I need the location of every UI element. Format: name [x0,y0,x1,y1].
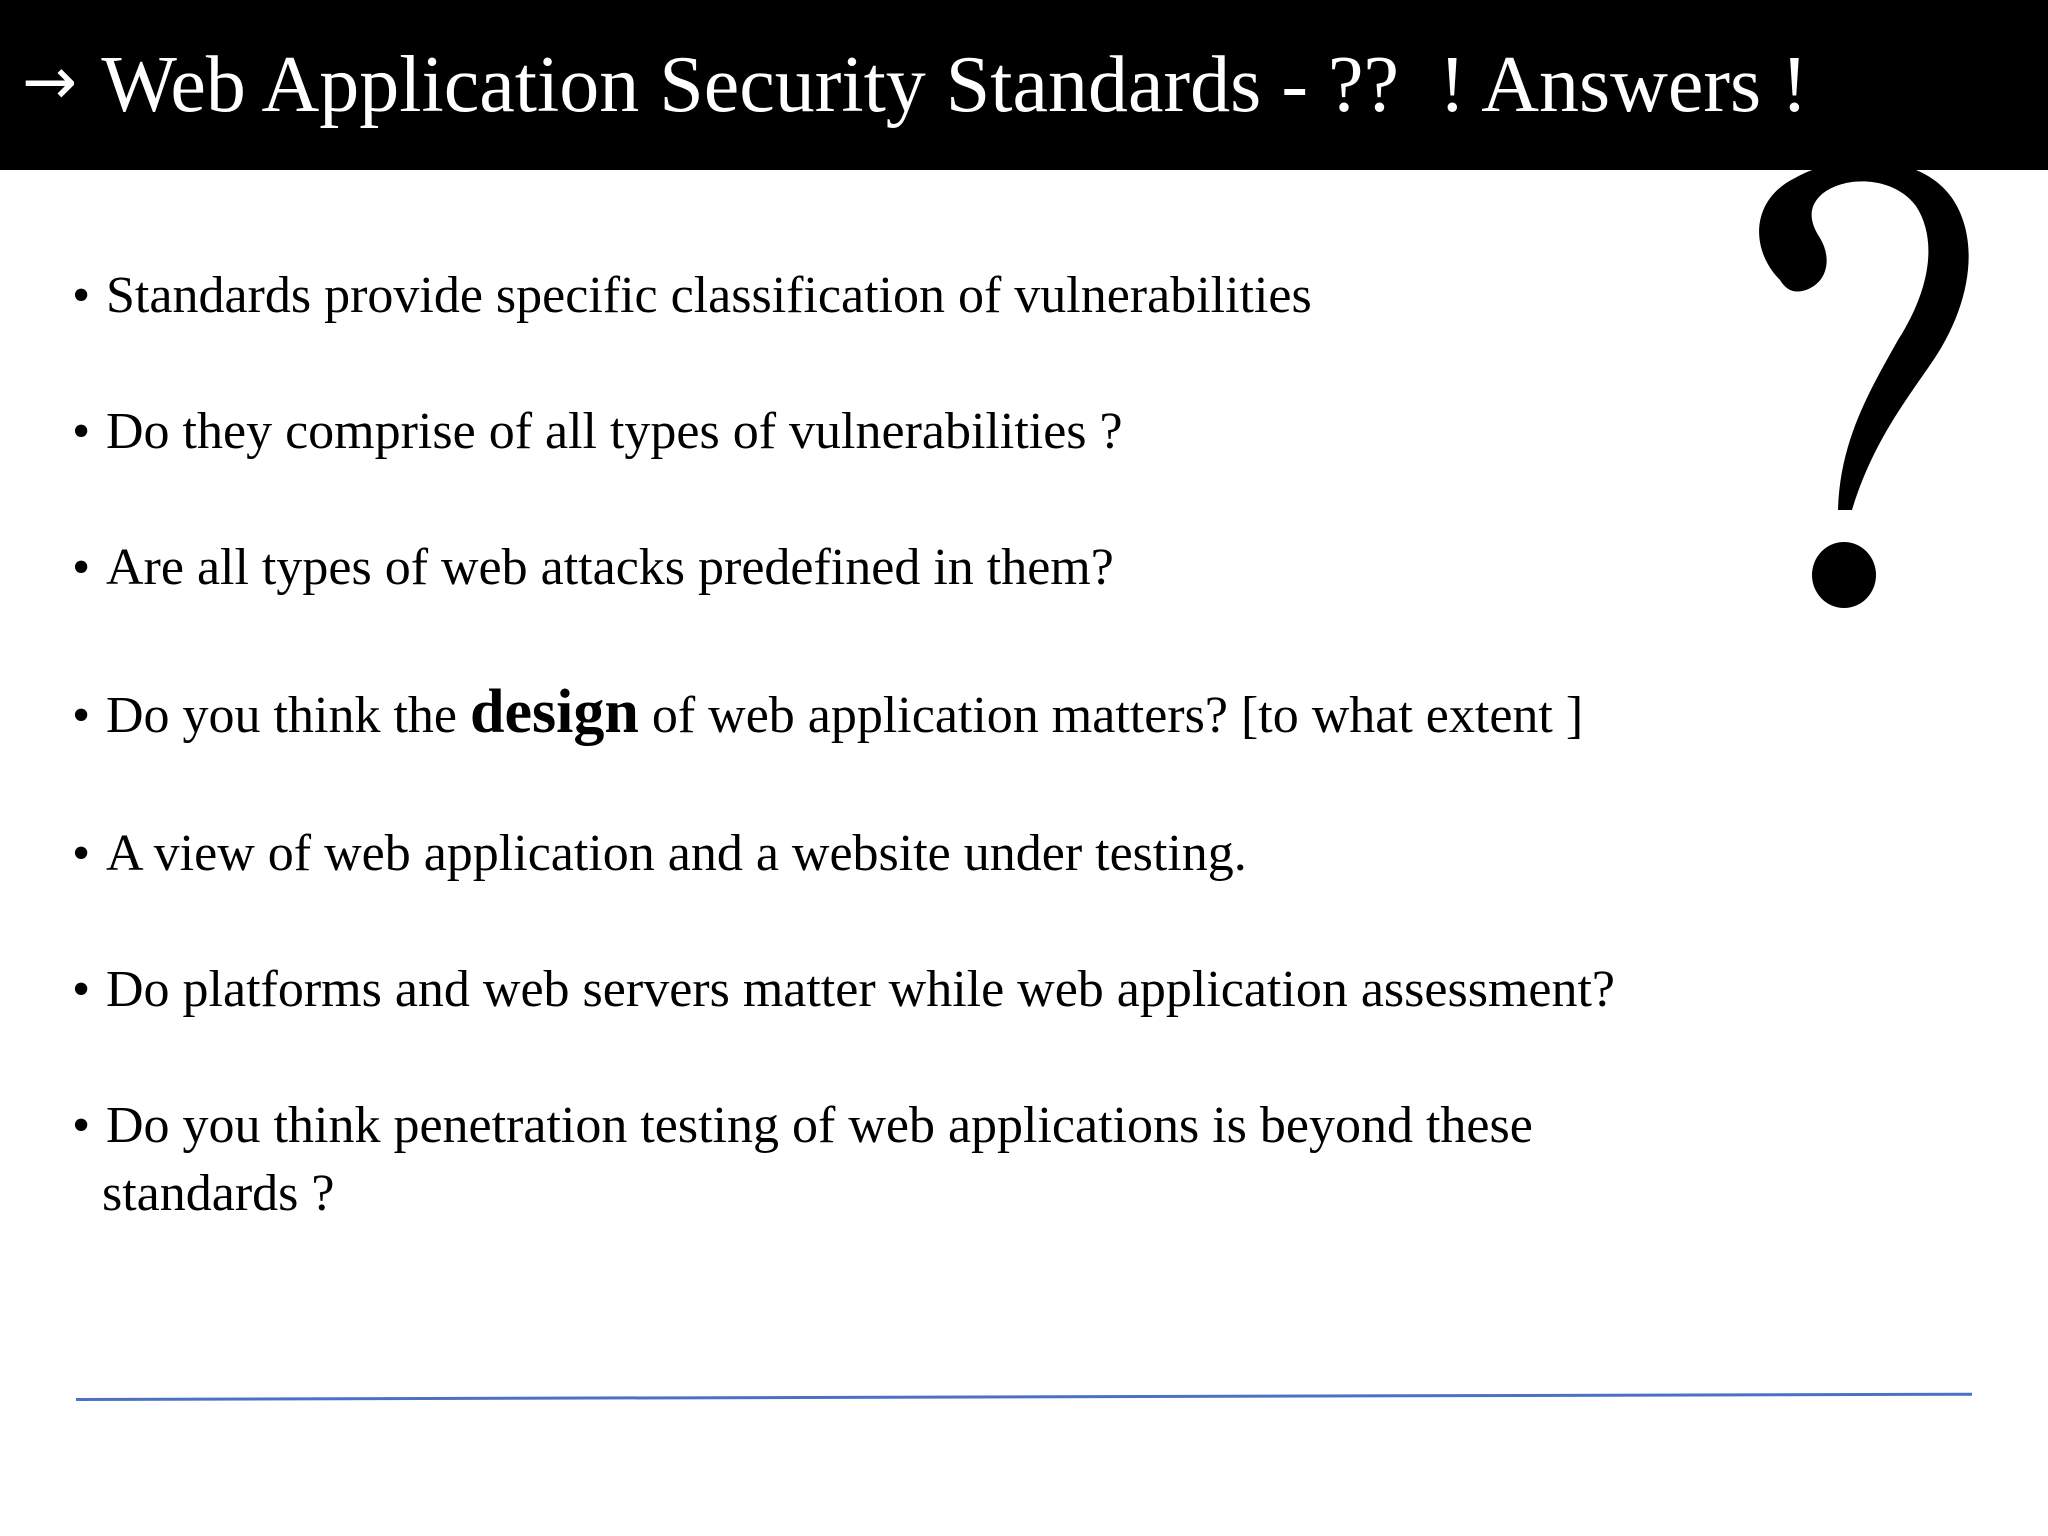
bullet-item-1 [72,262,1312,330]
right-arrow-icon: → [22,43,78,120]
bullet-item-5 [72,820,1247,888]
bullet-text-line-2: standards ? [102,1165,335,1222]
footer-divider [76,1393,1972,1401]
bullet-marker: • [72,1097,91,1154]
bullet-marker: • [72,267,91,324]
bullet-item-6 [72,956,1615,1024]
slide-title: Web Application Security Standards - ?? ! Answers ! [101,41,1808,129]
emphasized-word: design [469,678,639,746]
bullet-marker: • [72,961,91,1018]
bullet-text: Do platforms and web servers matter while web application assessment? [106,961,1615,1018]
bullet-text-line-1: Do you think penetration testing of web applications is beyond these [106,1097,1533,1154]
bullet-text: Do they comprise of all types of vulnerabilities ? [106,403,1123,460]
bullet-marker: • [72,539,91,596]
bullet-item-7 [72,1092,1533,1228]
bullet-text-after: of web application matters? [to what extent ] [638,687,1584,744]
bullet-item-3 [72,534,1114,602]
bullet-item-2 [72,398,1123,466]
bullet-text: A view of web application and a website under testing. [106,825,1247,882]
bullet-text: Standards provide specific classification of vulnerabilities [106,267,1312,324]
bullet-item-4 [72,678,1583,750]
bullet-marker: • [72,825,91,882]
bullet-text: Are all types of web attacks predefined in them? [106,539,1114,596]
question-mark-icon [1720,140,1990,640]
bullet-text-before: Do you think the [106,687,470,744]
bullet-marker: • [72,687,91,744]
bullet-marker: • [72,403,91,460]
